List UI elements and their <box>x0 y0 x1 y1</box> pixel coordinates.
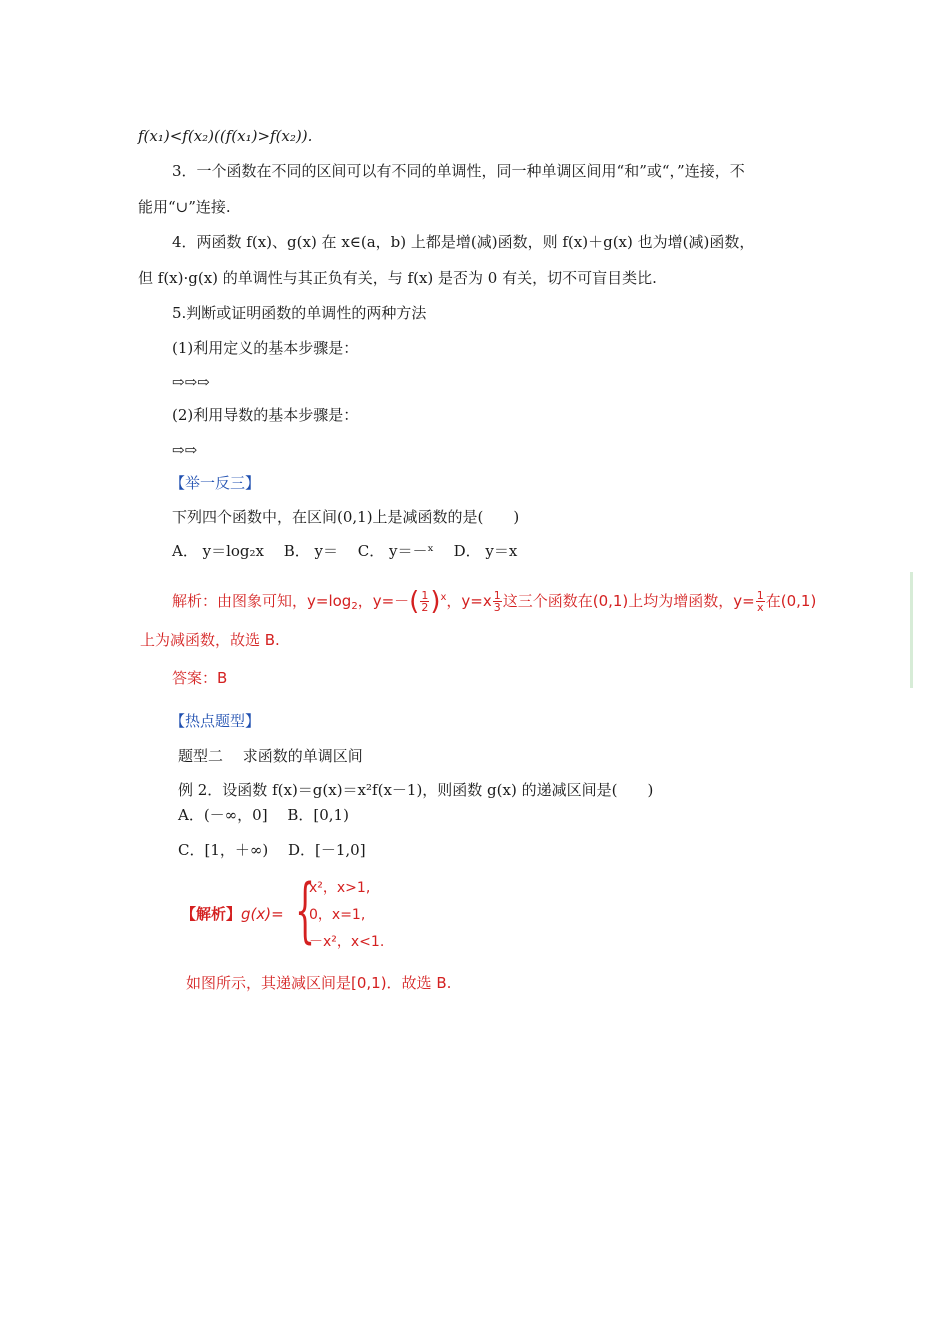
text-line-point-3: 3．一个函数在不同的区间可以有不同的单调性，同一种单调区间用“和”或“，”连接，不 <box>172 162 745 180</box>
section-heading-practice: 【举一反三】 <box>170 474 261 492</box>
text-line-arrows-2: ⇨⇨ <box>172 441 198 459</box>
practice-options: A． y＝log₂x B． y＝ C． y＝－ˣ D． y＝x <box>172 542 518 560</box>
text-line-arrows-1: ⇨⇨⇨ <box>172 373 210 391</box>
analysis-part-a: 由图象可知，y=log <box>217 592 352 610</box>
practice-answer: 答案：B <box>172 669 228 687</box>
text-line-point-4-cont: 但 f(x)·g(x) 的单调性与其正负有关，与 f(x) 是否为 0 有关，切不可盲目类比. <box>138 269 657 287</box>
gx-symbol: g(x)= <box>241 905 284 923</box>
analysis-part-e: 在(0,1) <box>765 592 817 610</box>
text-line-point-5: 5.判断或证明函数的单调性的两种方法 <box>172 304 427 322</box>
analysis-part-d: 这三个函数在(0,1)上均为增函数，y= <box>502 592 755 610</box>
text-line-point-3-cont: 能用“∪”连接. <box>138 198 231 216</box>
example-options-cd: C．[1，＋∞) D．[－1,0] <box>178 841 366 859</box>
text-line-method-1: (1)利用定义的基本步骤是： <box>172 339 359 357</box>
analysis-label: 解析： <box>172 592 218 610</box>
fraction-one-third: $\frac{1}{3}$ <box>493 589 501 614</box>
fraction-one-over-x: $\frac{1}{x}$ <box>756 589 764 614</box>
analysis-part-c: ，y=x <box>446 592 492 610</box>
fraction-one-half: $\frac{1}{2}$ <box>421 589 429 614</box>
practice-question: 下列四个函数中，在区间(0,1)上是减函数的是( ) <box>172 508 520 526</box>
piecewise-label <box>181 903 284 924</box>
topic-title: 题型二 求函数的单调区间 <box>178 747 363 765</box>
big-paren-icon: ( <box>409 586 420 617</box>
piecewise-analysis <box>181 869 441 953</box>
margin-bar <box>910 572 913 688</box>
big-paren-close-icon: ) <box>430 586 441 617</box>
case-1: x²，x>1, <box>309 880 371 896</box>
left-brace-icon: { <box>295 869 316 951</box>
text-line-inequality: f(x₁)<f(x₂)((f(x₁)>f(x₂)). <box>138 127 313 145</box>
text-line-method-2: (2)利用导数的基本步骤是： <box>172 406 359 424</box>
case-2: 0，x=1, <box>309 907 366 923</box>
case-3: －x²，x<1. <box>309 934 385 950</box>
analysis-label-2: 【解析】 <box>181 905 242 923</box>
practice-analysis-cont: 上为减函数，故选 B. <box>140 631 280 649</box>
example-question: 例 2．设函数 f(x)＝g(x)＝x²f(x－1)，则函数 g(x) 的递减区间是( ) <box>178 781 654 799</box>
section-heading-hot-topics: 【热点题型】 <box>170 712 261 730</box>
analysis-part-b: ，y=－ <box>357 592 410 610</box>
example-conclusion: 如图所示，其递减区间是[0,1)．故选 B. <box>186 974 452 992</box>
example-options-ab: A．(－∞，0] B．[0,1) <box>178 806 349 824</box>
text-line-point-4: 4．两函数 f(x)、g(x) 在 x∈(a，b) 上都是增(减)函数，则 f(x)＋g(x) 也为增(减)函数， <box>172 233 755 251</box>
practice-analysis: 解析：由图象可知，$y=\log_2$，y=－( $\frac{1}{2}$ )$^x$，y=x $\frac{1}{3}$ 这三个函数在(0,1)上均为增函数，y= $\frac{1}{x}$ 在(0,1) <box>172 586 817 617</box>
